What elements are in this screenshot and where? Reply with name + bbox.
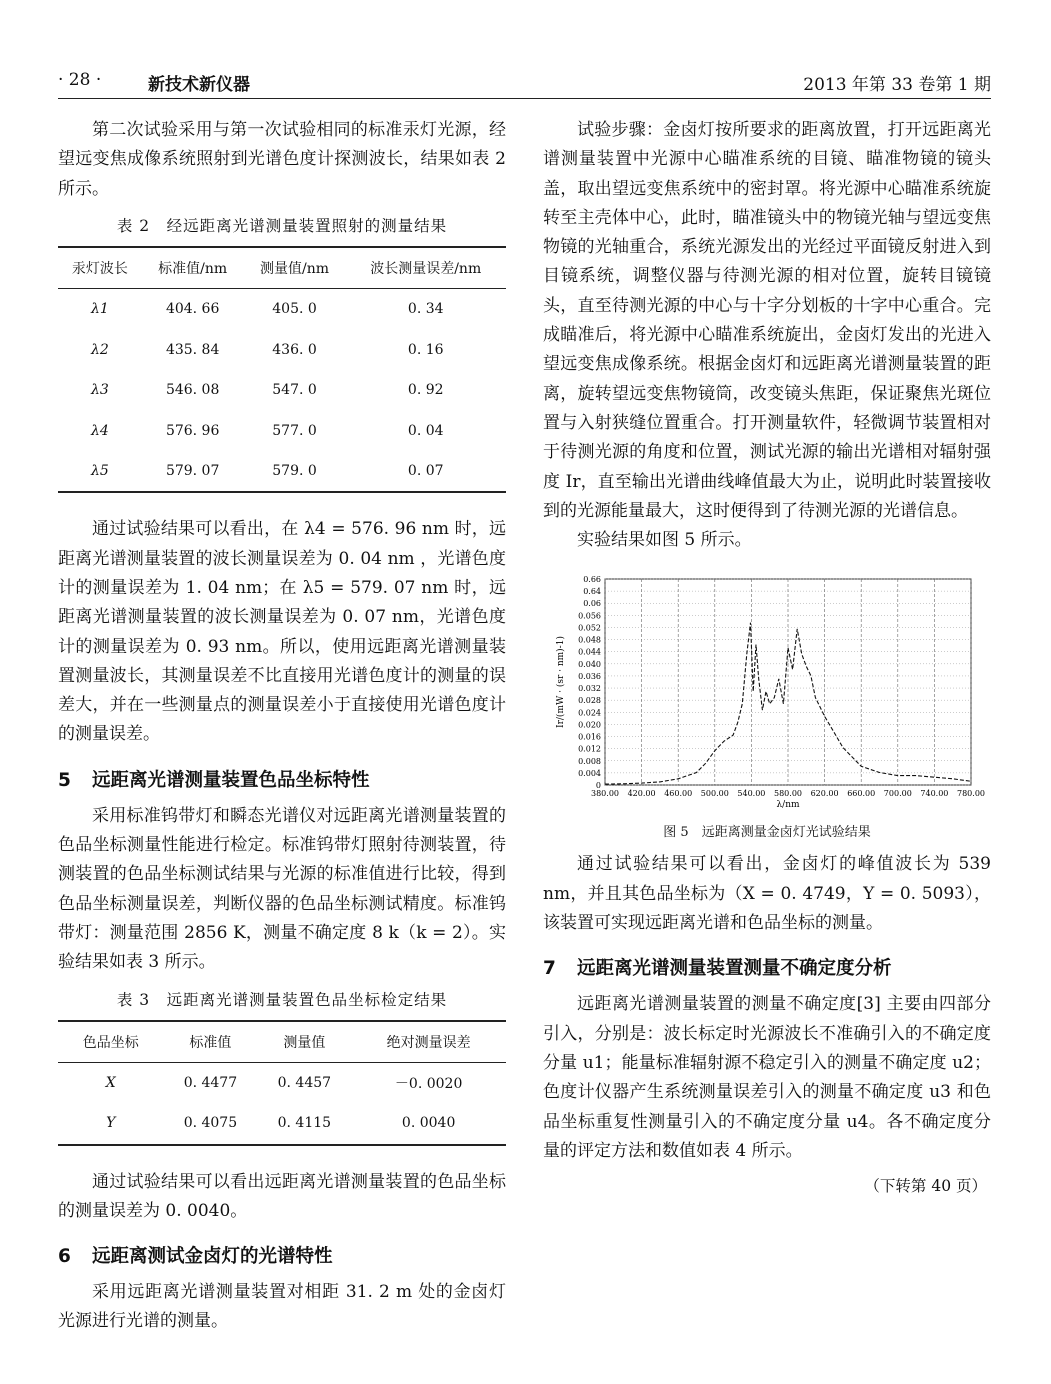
y-tick-label: 0.032 bbox=[578, 684, 601, 694]
y-axis-label: Ir/(mW · (sr · nm)-1) bbox=[556, 636, 566, 729]
table-cell: 579. 0 bbox=[244, 451, 346, 493]
table-cell: 577. 0 bbox=[272, 422, 317, 439]
table-cell: 0. 07 bbox=[345, 451, 506, 493]
table-header-cell: 测量值/nm bbox=[244, 247, 346, 289]
table-header-cell: 汞灯波长 bbox=[58, 247, 142, 289]
y-tick-label: 0.028 bbox=[578, 696, 601, 706]
paragraph: 远距离光谱测量装置的测量不确定度[3] 主要由四部分引入，分别是：波长标定时光源波长不准确引入的不确定度分量 u1；能量标准辐射源不稳定引入的测量不确定度 u2；色度计仪器产生系统测量误差引入的测量不确定度 u3 和色品坐标重复性测量引入的不确定度分量 u4。各不确定度分量的评定方法和数值如表 4 所示。 bbox=[543, 994, 991, 1161]
table-header-cell: 标准值/nm bbox=[142, 247, 244, 289]
table-cell: 0. 16 bbox=[407, 341, 444, 358]
x-tick-label: 460.00 bbox=[664, 789, 693, 799]
section-title: 远距离测试金卤灯的光谱特性 bbox=[92, 1246, 333, 1268]
table-cell: 0. 4457 bbox=[277, 1074, 332, 1091]
y-tick-label: 0.056 bbox=[578, 611, 601, 621]
table-cell: λ2 bbox=[90, 341, 109, 358]
table-cell: 546. 08 bbox=[165, 382, 220, 399]
section-number: 5 bbox=[58, 769, 71, 791]
table-row bbox=[58, 1103, 506, 1145]
table-cell: 405. 0 bbox=[272, 301, 317, 318]
figure-5-caption: 图 5 远距离测量金卤灯光试验结果 bbox=[663, 825, 871, 841]
y-tick-label: 0.012 bbox=[578, 745, 601, 755]
x-tick-label: 740.00 bbox=[920, 789, 949, 799]
section-number: 7 bbox=[543, 958, 556, 980]
table-header-cell: 色品坐标 bbox=[58, 1021, 163, 1063]
paragraph: 采用远距离光谱测量装置对相距 31. 2 m 处的金卤灯光源进行光谱的测量。 bbox=[58, 1282, 506, 1332]
x-axis-label: λ/nm bbox=[776, 800, 800, 811]
issue-info: 2013 年第 33 卷第 1 期 bbox=[803, 75, 991, 95]
table-cell: 0. 34 bbox=[407, 301, 444, 318]
section-title: 远距离光谱测量装置测量不确定度分析 bbox=[577, 958, 892, 980]
table-row bbox=[58, 451, 506, 493]
table3-caption: 表 3 远距离光谱测量装置色品坐标检定结果 bbox=[116, 990, 448, 1009]
table-cell: Y bbox=[58, 1103, 163, 1145]
table3 bbox=[58, 1020, 506, 1146]
table-cell: λ1 bbox=[90, 301, 109, 318]
table-cell: 579. 07 bbox=[142, 451, 244, 493]
x-tick-label: 380.00 bbox=[591, 789, 619, 799]
table-cell: 435. 84 bbox=[165, 341, 220, 358]
paragraph: 通过试验结果可以看出远距离光谱测量装置的色品坐标的测量误差为 0. 0040。 bbox=[58, 1171, 506, 1221]
table-cell: 0. 92 bbox=[407, 382, 444, 399]
table-cell: 0. 0040 bbox=[351, 1103, 506, 1145]
y-tick-label: 0.036 bbox=[578, 672, 601, 682]
table-row bbox=[58, 288, 506, 329]
x-tick-label: 500.00 bbox=[700, 789, 729, 799]
y-tick-label: 0.020 bbox=[578, 720, 601, 730]
x-tick-label: 420.00 bbox=[627, 789, 656, 799]
table-row bbox=[58, 370, 506, 411]
y-tick-label: 0.008 bbox=[578, 757, 601, 767]
y-tick-label: 0.06 bbox=[583, 599, 601, 609]
x-tick-label: 540.00 bbox=[737, 789, 766, 799]
paragraph: 通过试验结果可以看出，在 λ4 = 576. 96 nm 时，远距离光谱测量装置的波长测量误差为 0. 04 nm ，光谱色度计的测量误差为 1. 04 nm；在 λ5 = 579. 07 nm 时，远距离光谱测量装置的波长测量误差为 0. 07 nm，光谱色度计的测量误差为 0. 93 nm。所以，使用远距离光谱测量装置测量波长，其测量误差不比直接用光谱色度计的测量的误差大，并在一些测量点的测量误差小于直接使用光谱色度计的测量误差。 bbox=[58, 519, 506, 745]
y-tick-label: 0.044 bbox=[578, 648, 601, 658]
table-cell: λ5 bbox=[58, 451, 142, 493]
table-cell: 547. 0 bbox=[272, 382, 317, 399]
y-tick-label: 0 bbox=[595, 781, 601, 791]
table-header-cell: 测量值 bbox=[257, 1021, 351, 1063]
table2 bbox=[58, 246, 506, 494]
page-number: · 28 · bbox=[58, 70, 102, 90]
y-tick-label: 0.66 bbox=[583, 575, 601, 585]
section-7-heading bbox=[543, 954, 991, 980]
table-cell: －0. 0020 bbox=[394, 1075, 463, 1092]
table-header-cell: 绝对测量误差 bbox=[351, 1021, 506, 1063]
section-title: 远距离光谱测量装置色品坐标特性 bbox=[92, 769, 370, 791]
section-5-heading bbox=[58, 766, 506, 792]
y-tick-label: 0.016 bbox=[578, 732, 601, 742]
x-tick-label: 700.00 bbox=[883, 789, 912, 799]
table-header-cell: 标准值 bbox=[163, 1021, 257, 1063]
table-cell: 576. 96 bbox=[165, 422, 220, 439]
table-cell: X bbox=[105, 1074, 116, 1091]
x-tick-label: 580.00 bbox=[774, 789, 802, 799]
figure-5 bbox=[543, 565, 991, 815]
table-header-cell: 波长测量误差/nm bbox=[345, 247, 506, 289]
y-tick-label: 0.024 bbox=[578, 708, 601, 718]
section-number: 6 bbox=[58, 1246, 71, 1268]
table-row bbox=[58, 410, 506, 451]
table-cell: 0. 4115 bbox=[257, 1103, 351, 1145]
y-tick-label: 0.64 bbox=[583, 587, 601, 597]
table-cell: 0. 4075 bbox=[163, 1103, 257, 1145]
x-tick-label: 620.00 bbox=[810, 789, 839, 799]
y-tick-label: 0.040 bbox=[578, 660, 601, 670]
y-tick-label: 0.048 bbox=[578, 636, 601, 646]
paragraph: 实验结果如图 5 所示。 bbox=[577, 530, 752, 551]
table-row bbox=[58, 329, 506, 370]
paragraph: 采用标准钨带灯和瞬态光谱仪对远距离光谱测量装置的色品坐标测量性能进行检定。标准钨带灯照射待测装置，待测装置的色品坐标测试结果与光源的标准值进行比较，得到色品坐标测量误差，判断仪器的色品坐标测试精度。标准钨带灯：测量范围 2856 K，测量不确定度 8 k（k = 2）。实验结果如表 3 所示。 bbox=[58, 805, 506, 973]
table-cell: 0. 04 bbox=[407, 422, 444, 439]
running-header bbox=[58, 70, 991, 99]
section-6-heading bbox=[58, 1242, 506, 1268]
y-tick-label: 0.052 bbox=[578, 623, 601, 633]
x-tick-label: 780.00 bbox=[957, 789, 985, 799]
table-cell: 436. 0 bbox=[272, 341, 317, 358]
spectrum-chart bbox=[543, 565, 991, 815]
paragraph: 第二次试验采用与第一次试验相同的标准汞灯光源，经望远变焦成像系统照射到光谱色度计探测波长，结果如表 2 所示。 bbox=[58, 120, 506, 199]
table-row bbox=[58, 1062, 506, 1103]
table-cell: 0. 4477 bbox=[183, 1074, 238, 1091]
table-cell: 404. 66 bbox=[165, 301, 220, 318]
continued-note: （下转第 40 页） bbox=[864, 1177, 987, 1196]
left-column bbox=[58, 116, 506, 1337]
y-tick-label: 0.004 bbox=[578, 769, 601, 779]
table-cell: λ4 bbox=[90, 422, 109, 439]
table-cell: λ3 bbox=[90, 382, 109, 399]
journal-name: 新技术新仪器 bbox=[148, 75, 250, 95]
table2-caption: 表 2 经远距离光谱测量装置照射的测量结果 bbox=[116, 216, 448, 235]
x-tick-label: 660.00 bbox=[847, 789, 876, 799]
paragraph: 试验步骤：金卤灯按所要求的距离放置，打开远距离光谱测量装置中光源中心瞄准系统的目镜、瞄准物镜的镜头盖，取出望远变焦系统中的密封罩。将光源中心瞄准系统旋转至主壳体中心，此时，瞄准镜头中的物镜光轴与望远变焦物镜的光轴重合，系统光源发出的光经过平面镜反射进入到目镜系统，调整仪器与待测光源的相对位置，旋转目镜镜头，直至待测光源的中心与十字分划板的十字中心重合。完成瞄准后，将光源中心瞄准系统旋出，金卤灯发出的光进入望远变焦成像系统。根据金卤灯和远距离光谱测量装置的距离，旋转望远变焦物镜筒，改变镜头焦距，保证聚焦光斑位置与入射狭缝位置重合。打开测量软件，轻微调节装置相对于待测光源的角度和位置，测试光源的输出光谱相对辐射强度 Ir，直至输出光谱曲线峰值最大为止，说明此时装置接收到的光源能量最大，这时便得到了待测光源的光谱信息。 bbox=[543, 120, 991, 521]
right-column bbox=[543, 116, 991, 1196]
paragraph: 通过试验结果可以看出，金卤灯的峰值波长为 539 nm，并且其色品坐标为（X = 0. 4749，Y = 0. 5093），该装置可实现远距离光谱和色品坐标的测量。 bbox=[543, 854, 991, 934]
